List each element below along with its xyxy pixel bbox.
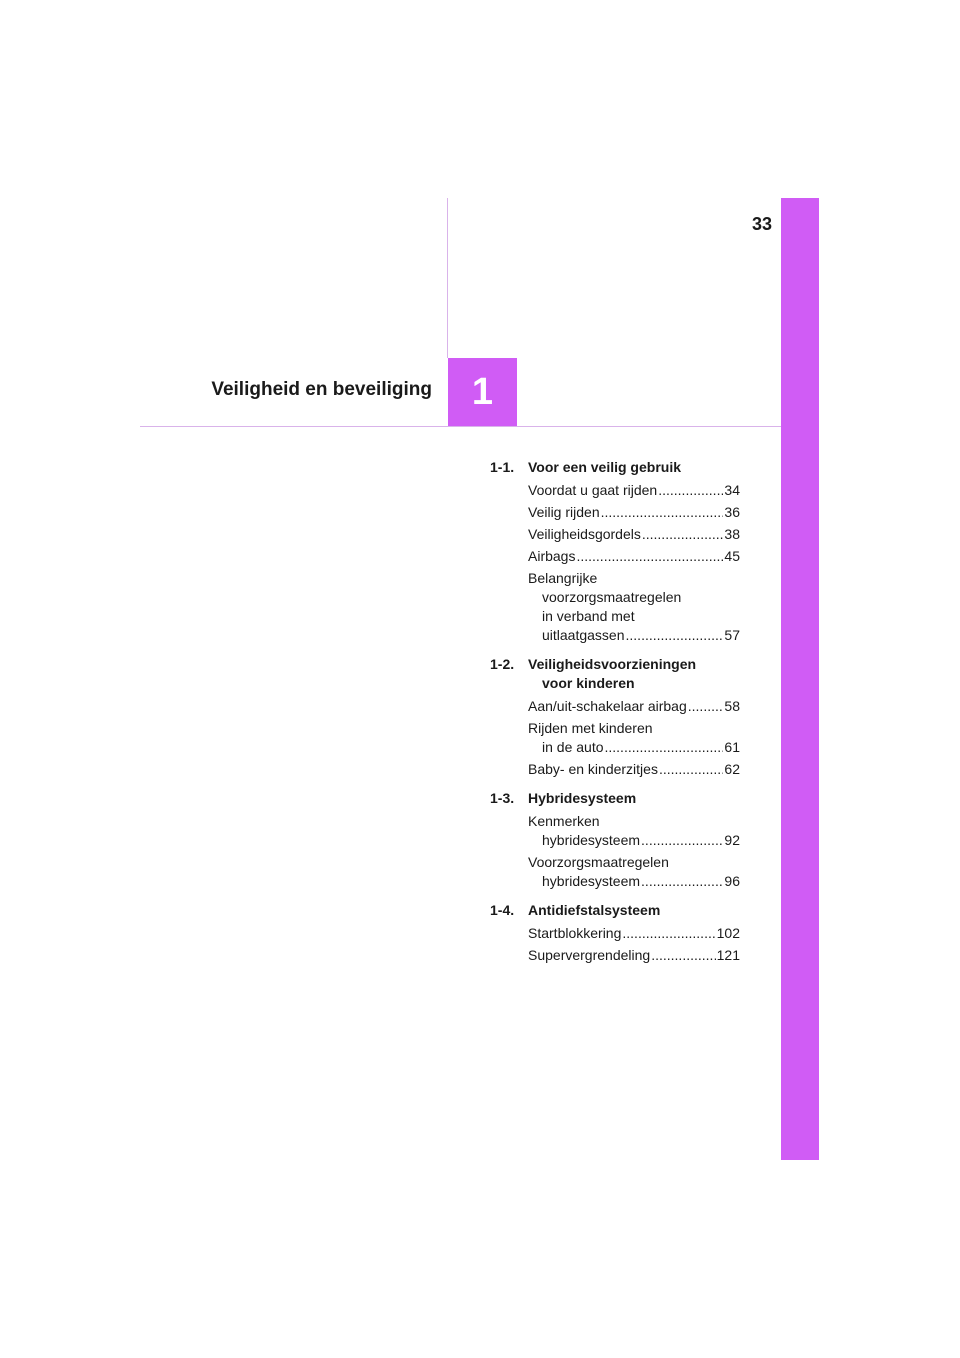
entry-row xyxy=(528,626,740,645)
entry-row xyxy=(528,760,740,779)
dot-leader xyxy=(642,525,724,544)
toc-entry[interactable] xyxy=(528,503,740,522)
entry-title-line: hybridesysteem xyxy=(542,873,641,889)
section-number: 1-2. xyxy=(490,656,515,672)
section-title-line: Antidiefstalsysteem xyxy=(528,902,661,918)
entry-title-line: Baby- en kinderzitjes xyxy=(528,761,658,777)
section-title-line: Hybridesysteem xyxy=(528,790,637,806)
entry-row xyxy=(528,481,740,500)
entry-row xyxy=(528,924,740,943)
entry-page-number: 38 xyxy=(724,526,740,542)
toc-section xyxy=(490,458,740,645)
section-heading xyxy=(490,789,740,808)
entry-title-line: Voordat u gaat rijden xyxy=(528,482,658,498)
entry-title-line: Veiligheidsgordels xyxy=(528,526,641,542)
horizontal-rule xyxy=(140,426,781,427)
entry-row xyxy=(528,946,740,965)
entry-page-number: 36 xyxy=(724,504,740,520)
section-title xyxy=(528,458,740,477)
entry-page-number: 121 xyxy=(716,947,740,963)
entry-title-line: hybridesysteem xyxy=(542,832,641,848)
entry-page-number: 58 xyxy=(724,698,740,714)
entry-page-number: 92 xyxy=(724,832,740,848)
entry-title-line: Kenmerken xyxy=(528,813,600,829)
entry-page-number: 96 xyxy=(724,873,740,889)
toc-section xyxy=(490,789,740,891)
dot-leader xyxy=(601,503,724,522)
entry-title-line: Voorzorgsmaatregelen xyxy=(528,854,669,870)
dot-leader xyxy=(605,738,724,757)
section-title xyxy=(528,901,740,920)
chapter-title: Veiligheid en beveiliging xyxy=(211,379,432,400)
entry-title-line: Rijden met kinderen xyxy=(528,720,653,736)
section-title-line: voor kinderen xyxy=(542,675,635,691)
toc-entry[interactable] xyxy=(528,946,740,965)
section-title-line: Voor een veilig gebruik xyxy=(528,459,682,475)
table-of-contents xyxy=(490,458,740,975)
dot-leader xyxy=(576,547,723,566)
entry-page-number: 102 xyxy=(716,925,740,941)
entry-title-line: Startblokkering xyxy=(528,925,622,941)
section-number: 1-1. xyxy=(490,459,515,475)
entry-row xyxy=(528,525,740,544)
dot-leader xyxy=(688,697,724,716)
toc-entry[interactable] xyxy=(528,812,740,850)
entry-row xyxy=(528,872,740,891)
entry-row xyxy=(528,831,740,850)
toc-entry[interactable] xyxy=(528,719,740,757)
chapter-number: 1 xyxy=(471,370,494,413)
toc-entry[interactable] xyxy=(528,697,740,716)
toc-entry[interactable] xyxy=(528,569,740,645)
section-title xyxy=(528,655,740,693)
section-title xyxy=(528,789,740,808)
entry-title-line: Supervergrendeling xyxy=(528,947,651,963)
entry-title-line: uitlaatgassen xyxy=(542,627,625,643)
dot-leader xyxy=(651,946,715,965)
section-title-line: Veiligheidsvoorzieningen xyxy=(528,656,697,672)
entry-title-line: Airbags xyxy=(528,548,576,564)
dot-leader xyxy=(641,872,723,891)
section-heading xyxy=(490,655,740,693)
entry-title-line: Aan/uit-schakelaar airbag xyxy=(528,698,687,714)
vertical-rule xyxy=(447,198,448,358)
entry-page-number: 45 xyxy=(724,548,740,564)
entry-title-line: in de auto xyxy=(542,739,604,755)
dot-leader xyxy=(626,626,724,645)
section-number: 1-4. xyxy=(490,902,515,918)
page-number: 33 xyxy=(751,214,772,234)
section-number: 1-3. xyxy=(490,790,515,806)
entry-row xyxy=(528,547,740,566)
entry-page-number: 61 xyxy=(724,739,740,755)
entry-page-number: 34 xyxy=(724,482,740,498)
toc-section xyxy=(490,655,740,779)
entry-page-number: 57 xyxy=(724,627,740,643)
dot-leader xyxy=(622,924,715,943)
toc-entry[interactable] xyxy=(528,924,740,943)
entry-title-line: Veilig rijden xyxy=(528,504,600,520)
toc-entry[interactable] xyxy=(528,853,740,891)
dot-leader xyxy=(659,760,723,779)
toc-entry[interactable] xyxy=(528,525,740,544)
entry-title-line: voorzorgsmaatregelen xyxy=(542,589,682,605)
toc-entry[interactable] xyxy=(528,760,740,779)
dot-leader xyxy=(658,481,723,500)
toc-section xyxy=(490,901,740,965)
chapter-number-box xyxy=(448,358,517,426)
chapter-side-tab xyxy=(781,198,819,1160)
entry-page-number: 62 xyxy=(724,761,740,777)
entry-row xyxy=(528,503,740,522)
section-heading xyxy=(490,458,740,477)
dot-leader xyxy=(641,831,723,850)
entry-title-line: in verband met xyxy=(542,608,635,624)
toc-entry[interactable] xyxy=(528,547,740,566)
entry-row xyxy=(528,697,740,716)
section-heading xyxy=(490,901,740,920)
entry-row xyxy=(528,738,740,757)
toc-entry[interactable] xyxy=(528,481,740,500)
entry-title-line: Belangrijke xyxy=(528,570,598,586)
